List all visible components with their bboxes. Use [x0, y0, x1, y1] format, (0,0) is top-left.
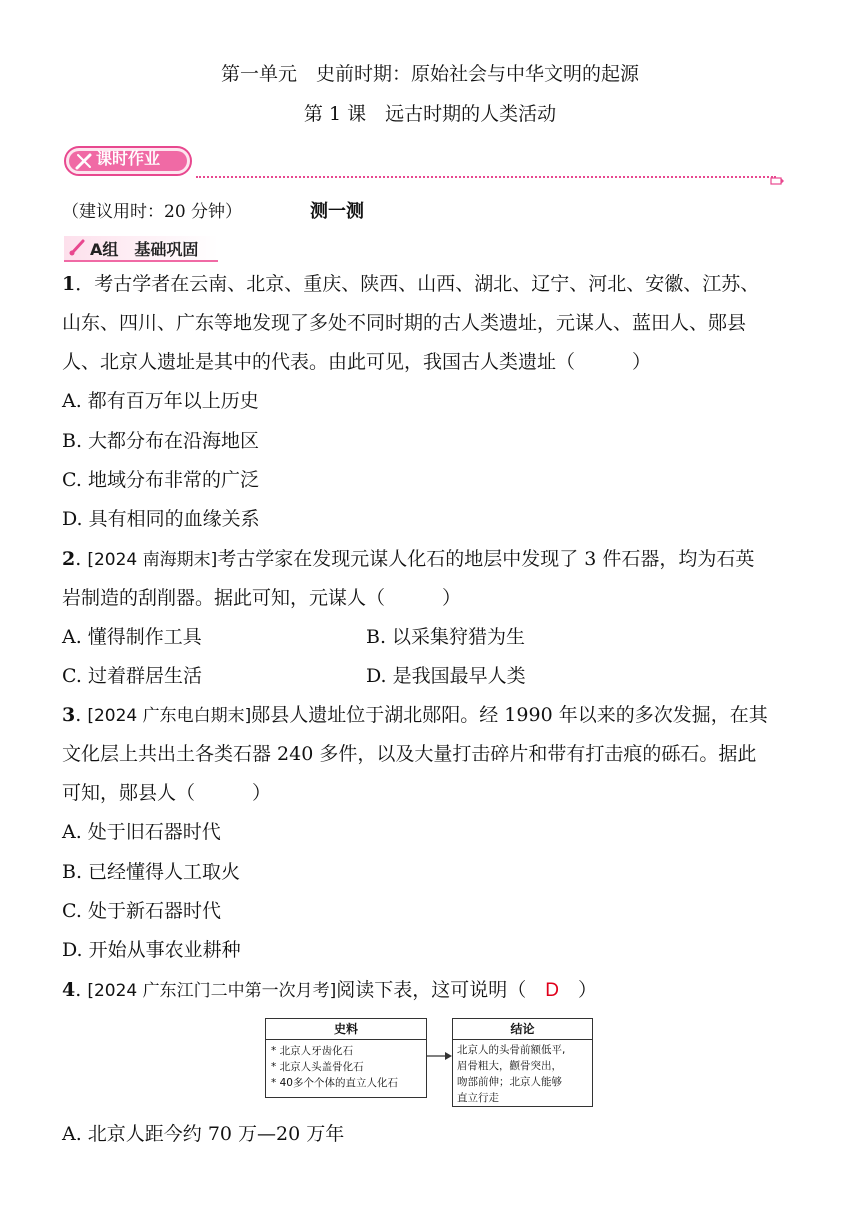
pencil-ruler-icon [74, 151, 94, 175]
question-3-line-3: 可知，郧县人（ ） [62, 782, 272, 804]
question-3-line-1: 3. [2024 广东电白期末]郧县人遗址位于湖北郧阳。经 1990 年以来的多次发掘，在其 [62, 704, 768, 726]
evidence-header: 史料 [266, 1019, 426, 1040]
pencil-icon [770, 171, 784, 190]
brush-icon [68, 238, 86, 260]
q3-option-a[interactable]: A. 处于旧石器时代 [62, 821, 221, 843]
q3-option-c[interactable]: C. 处于新石器时代 [62, 900, 221, 922]
lesson-title: 第 1 课 远古时期的人类活动 [303, 103, 557, 125]
question-4-source: [2024 广东江门二中第一次月考] [87, 981, 337, 1001]
arrow-right-icon [427, 1050, 453, 1062]
q1-option-c[interactable]: C. 地域分布非常的广泛 [62, 469, 259, 491]
conclusion-row-2: 眉骨粗大，颧骨突出， [457, 1060, 562, 1072]
conclusion-table [452, 1018, 593, 1107]
question-2-line-1: 2. [2024 南海期末]考古学家在发现元谋人化石的地层中发现了 3 件石器，均为石英 [62, 548, 755, 570]
question-1-line-3: 人、北京人遗址是其中的代表。由此可见，我国古人类遗址（ ） [62, 351, 652, 373]
question-4-answer: D [545, 980, 560, 1001]
group-heading [64, 236, 218, 262]
q2-option-d[interactable]: D. 是我国最早人类 [366, 665, 526, 687]
question-3-line-2: 文化层上共出土各类石器 240 多件，以及大量打击碎片和带有打击痕的砾石。据此 [62, 743, 757, 765]
evidence-table [265, 1018, 427, 1098]
conclusion-row-3: 吻部前伸；北京人能够 [457, 1076, 562, 1088]
q2-option-a[interactable]: A. 懂得制作工具 [62, 626, 202, 648]
question-2-source: [2024 南海期末] [87, 550, 218, 570]
unit-title: 第一单元 史前时期：原始社会与中华文明的起源 [220, 63, 639, 85]
section-title: 测一测 [310, 201, 364, 222]
q2-option-c[interactable]: C. 过着群居生活 [62, 665, 202, 687]
question-2-line-2: 岩制造的刮削器。据此可知，元谋人（ ） [62, 587, 462, 609]
question-1-line-1: 1．考古学者在云南、北京、重庆、陕西、山西、湖北、辽宁、河北、安徽、江苏、 [62, 273, 760, 295]
evidence-row-3: * 40多个个体的直立人化石 [271, 1077, 398, 1089]
evidence-row-1: * 北京人牙齿化石 [271, 1045, 354, 1057]
evidence-row-2: * 北京人头盖骨化石 [271, 1061, 364, 1073]
q1-option-b[interactable]: B. 大都分布在沿海地区 [62, 430, 260, 452]
q4-option-a[interactable]: A. 北京人距今约 70 万—20 万年 [62, 1123, 345, 1145]
conclusion-row-1: 北京人的头骨前额低平, [457, 1044, 566, 1056]
question-3-source: [2024 广东电白期末] [87, 706, 252, 726]
q1-option-d[interactable]: D. 具有相同的血缘关系 [62, 508, 260, 530]
question-4-line-1: 4. [2024 广东江门二中第一次月考]阅读下表，这可说明（ D ） [62, 979, 598, 1001]
question-1-line-2: 山东、四川、广东等地发现了多处不同时期的古人类遗址，元谋人、蓝田人、郧县 [62, 312, 747, 334]
conclusion-row-4: 直立行走 [457, 1092, 499, 1104]
group-label: A组 基础巩固 [90, 240, 199, 259]
banner-divider [196, 176, 776, 178]
q1-option-a[interactable]: A. 都有百万年以上历史 [62, 390, 259, 412]
time-suggestion: （建议用时：20 分钟） [62, 202, 243, 222]
homework-banner [64, 146, 192, 176]
banner-label: 课时作业 [96, 149, 161, 168]
q3-option-d[interactable]: D. 开始从事农业耕种 [62, 939, 241, 961]
conclusion-header: 结论 [453, 1019, 592, 1040]
q3-option-b[interactable]: B. 已经懂得人工取火 [62, 861, 241, 883]
q2-option-b[interactable]: B. 以采集狩猎为生 [366, 626, 526, 648]
